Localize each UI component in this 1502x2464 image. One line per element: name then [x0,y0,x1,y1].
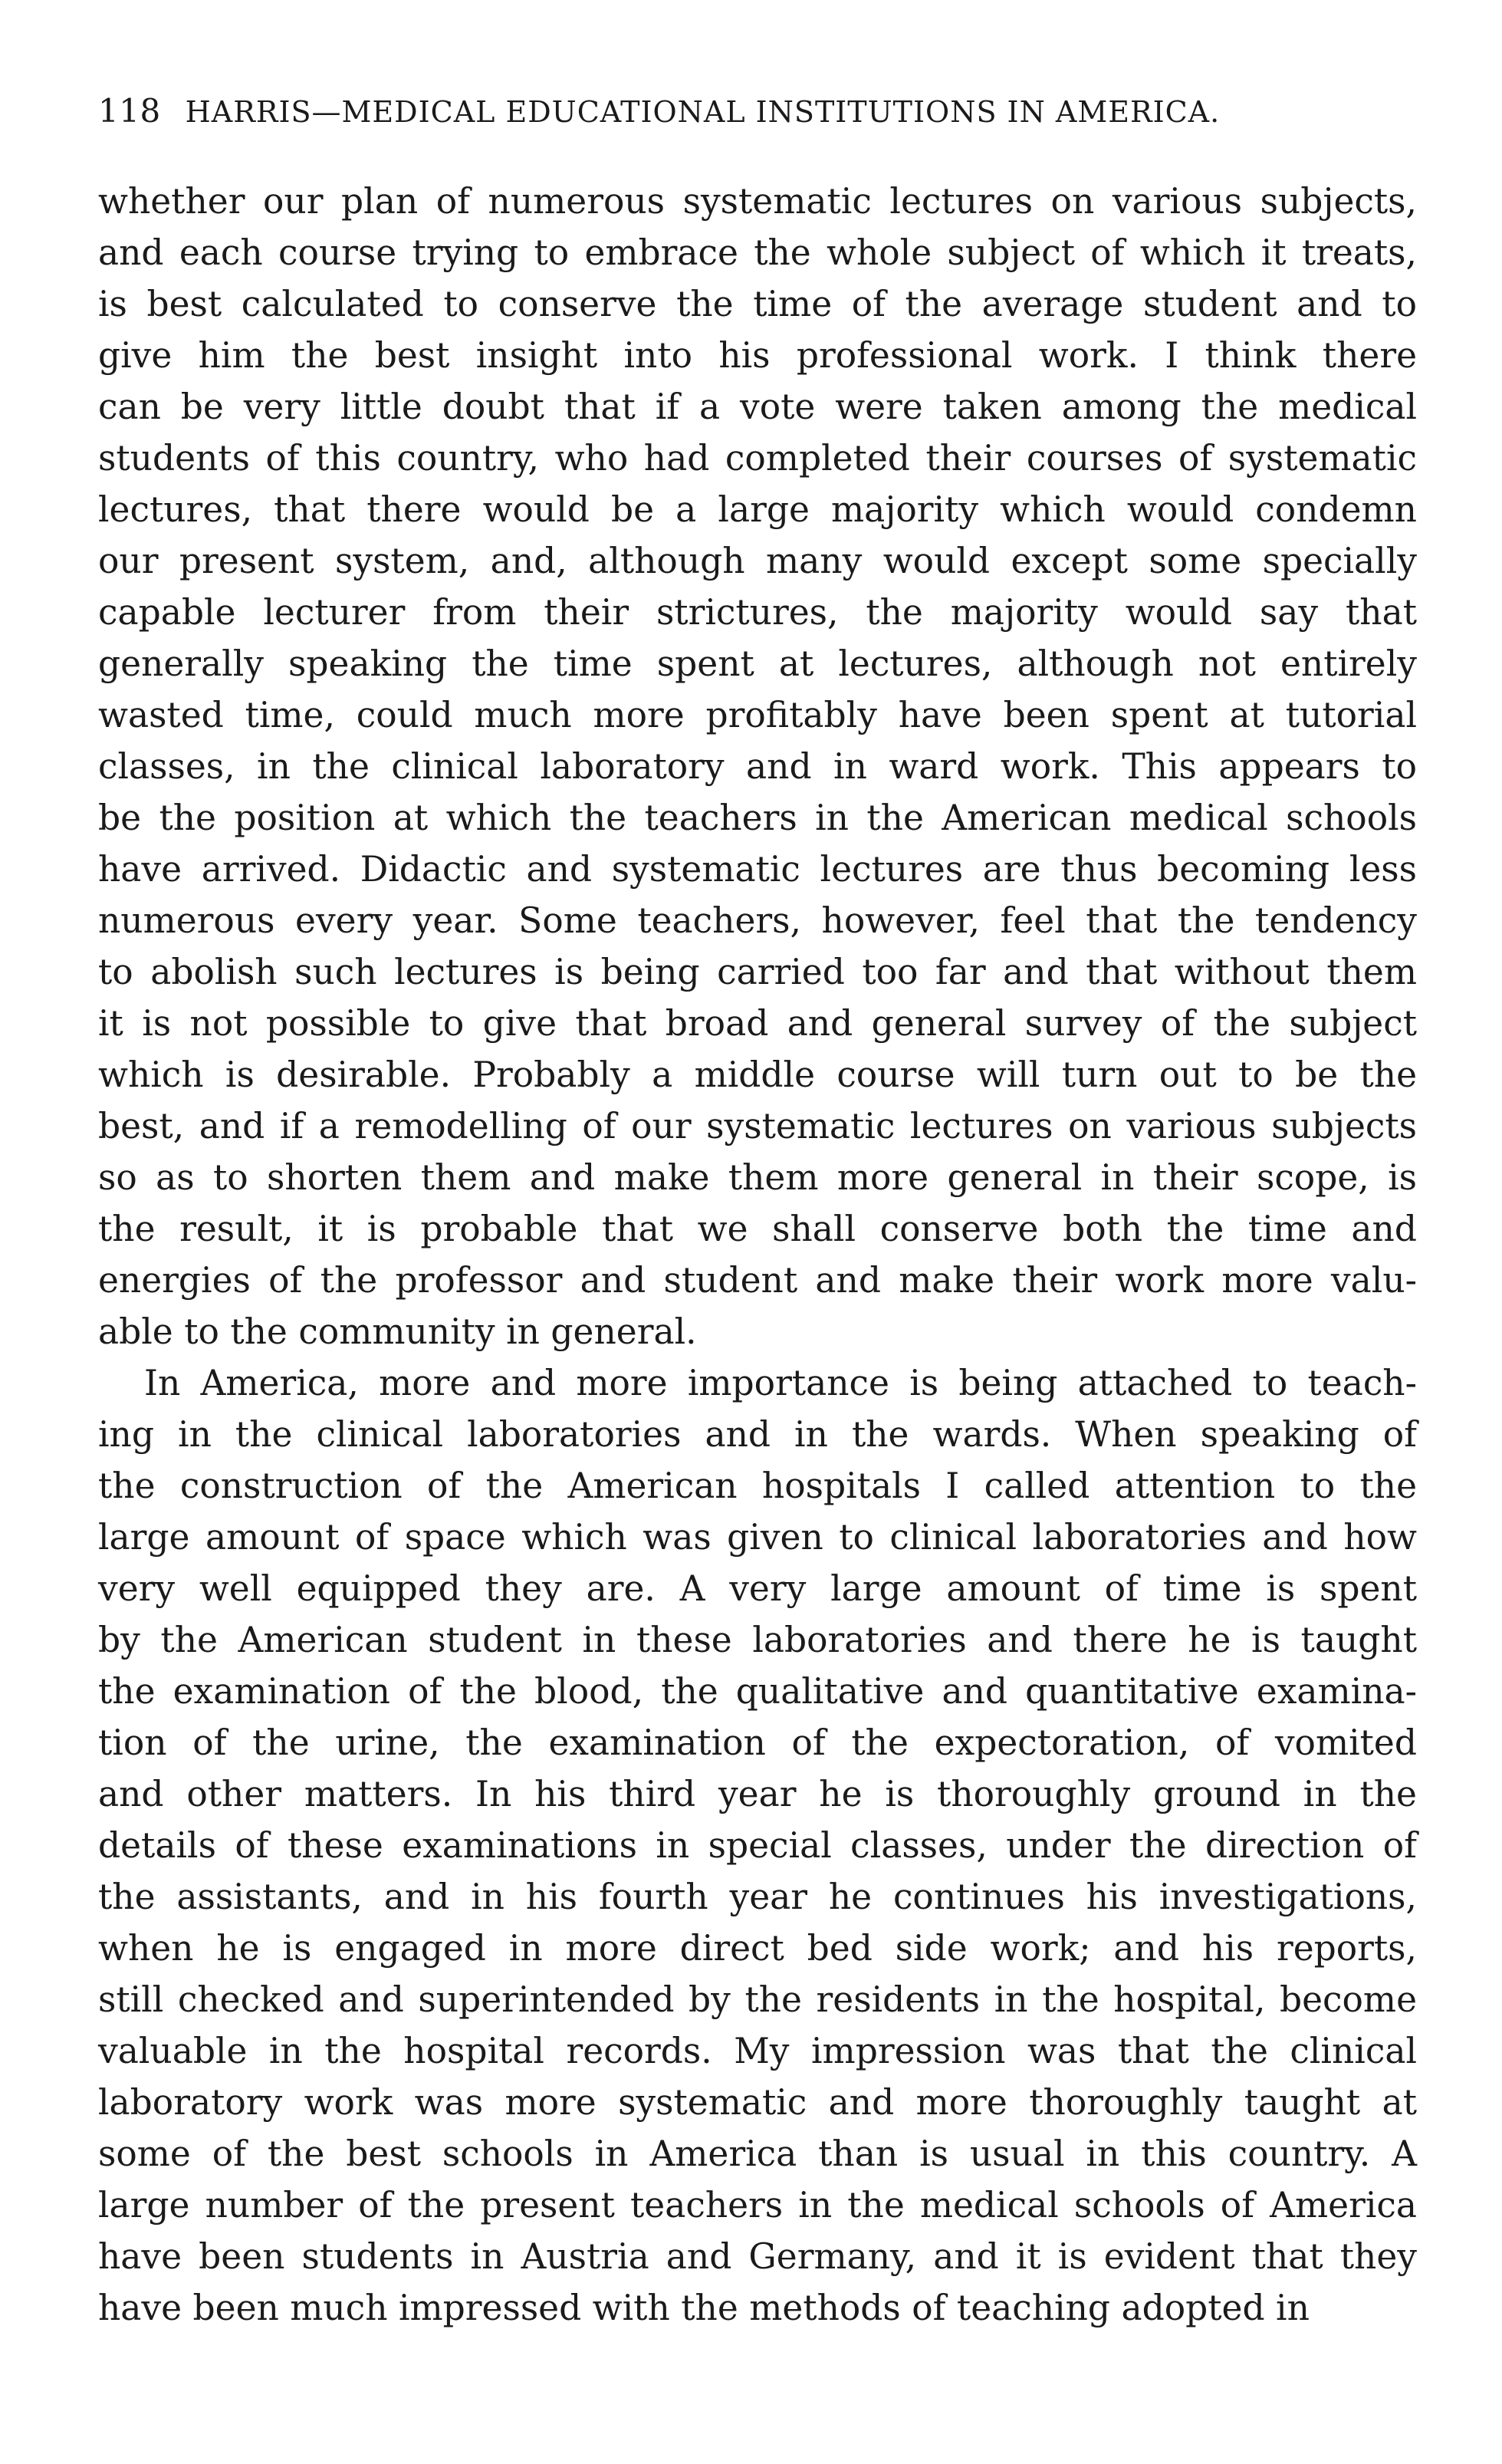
text-line: so as to shorten them and make them more general in their scope, is [98,1157,1417,1198]
text-line: have been much impressed with the methods of teaching adopted in [98,2288,1310,2328]
text-line: wasted time, could much more profitably have been spent at tutorial [98,695,1417,735]
text-line: by the American student in these laboratories and there he is taught [98,1620,1417,1660]
paragraph-2 [98,1357,1417,2334]
text-line: and other matters. In his third year he is thoroughly ground in the [98,1774,1417,1814]
text-line: have arrived. Didactic and systematic lectures are thus becoming less [98,849,1417,890]
text-line: which is desirable. Probably a middle course will turn out to be the [98,1054,1417,1095]
text-line: generally speaking the time spent at lectures, although not entirely [98,643,1417,684]
page-header [98,92,1417,130]
text-line: valuable in the hospital records. My impression was that the clinical [98,2031,1417,2071]
text-line: able to the community in general. [98,1311,697,1352]
text-line: large amount of space which was given to clinical laboratories and how [98,1517,1417,1558]
text-line: the examination of the blood, the qualitative and quantitative examina- [98,1671,1417,1712]
text-line: numerous every year. Some teachers, however, feel that the tendency [98,900,1417,941]
body-text [98,176,1417,2334]
text-line: when he is engaged in more direct bed side work; and his reports, [98,1928,1417,1969]
text-line: some of the best schools in America than is usual in this country. A [98,2133,1417,2174]
text-line: energies of the professor and student and make their work more valu- [98,1260,1417,1301]
text-line: In America, more and more importance is being attached to teach- [144,1363,1417,1403]
text-line: the construction of the American hospitals I called attention to the [98,1466,1417,1506]
text-line: tion of the urine, the examination of the expectoration, of vomited [98,1722,1417,1763]
text-line: and each course trying to embrace the whole subject of which it treats, [98,232,1417,273]
text-line: whether our plan of numerous systematic lectures on various subjects, [98,181,1417,222]
text-line: students of this country, who had completed their courses of systematic [98,438,1417,479]
text-line: to abolish such lectures is being carried too far and that without them [98,952,1417,992]
text-line: details of these examinations in special classes, under the direction of [98,1825,1417,1866]
text-line: still checked and superintended by the residents in the hospital, become [98,1979,1417,2020]
text-line: the result, it is probable that we shall conserve both the time and [98,1209,1417,1249]
text-line: laboratory work was more systematic and more thoroughly taught at [98,2082,1417,2123]
text-line: lectures, that there would be a large majority which would condemn [98,489,1417,530]
document-page [98,92,1417,2334]
text-line: is best calculated to conserve the time of the average student and to [98,284,1417,324]
text-line: can be very little doubt that if a vote were taken among the medical [98,387,1417,427]
running-title: HARRIS—MEDICAL EDUCATIONAL INSTITUTIONS IN AMERICA. [185,95,1221,129]
text-line: the assistants, and in his fourth year he continues his investigations, [98,1877,1417,1917]
text-line: large number of the present teachers in the medical schools of America [98,2185,1417,2225]
text-line: have been students in Austria and Germany, and it is evident that they [98,2236,1417,2277]
text-line: classes, in the clinical laboratory and in ward work. This appears to [98,746,1417,787]
text-line: be the position at which the teachers in the American medical schools [98,798,1417,838]
text-line: ing in the clinical laboratories and in the wards. When speaking of [98,1414,1417,1455]
text-line: capable lecturer from their strictures, the majority would say that [98,592,1417,633]
text-line: give him the best insight into his professional work. I think there [98,335,1417,376]
text-line: best, and if a remodelling of our systematic lectures on various subjects [98,1106,1417,1146]
text-line: very well equipped they are. A very large amount of time is spent [98,1568,1417,1609]
page-number: 118 [98,92,161,130]
text-line: it is not possible to give that broad and general survey of the subject [98,1003,1417,1044]
paragraph-1 [98,176,1417,1357]
text-line: our present system, and, although many would except some specially [98,541,1417,581]
